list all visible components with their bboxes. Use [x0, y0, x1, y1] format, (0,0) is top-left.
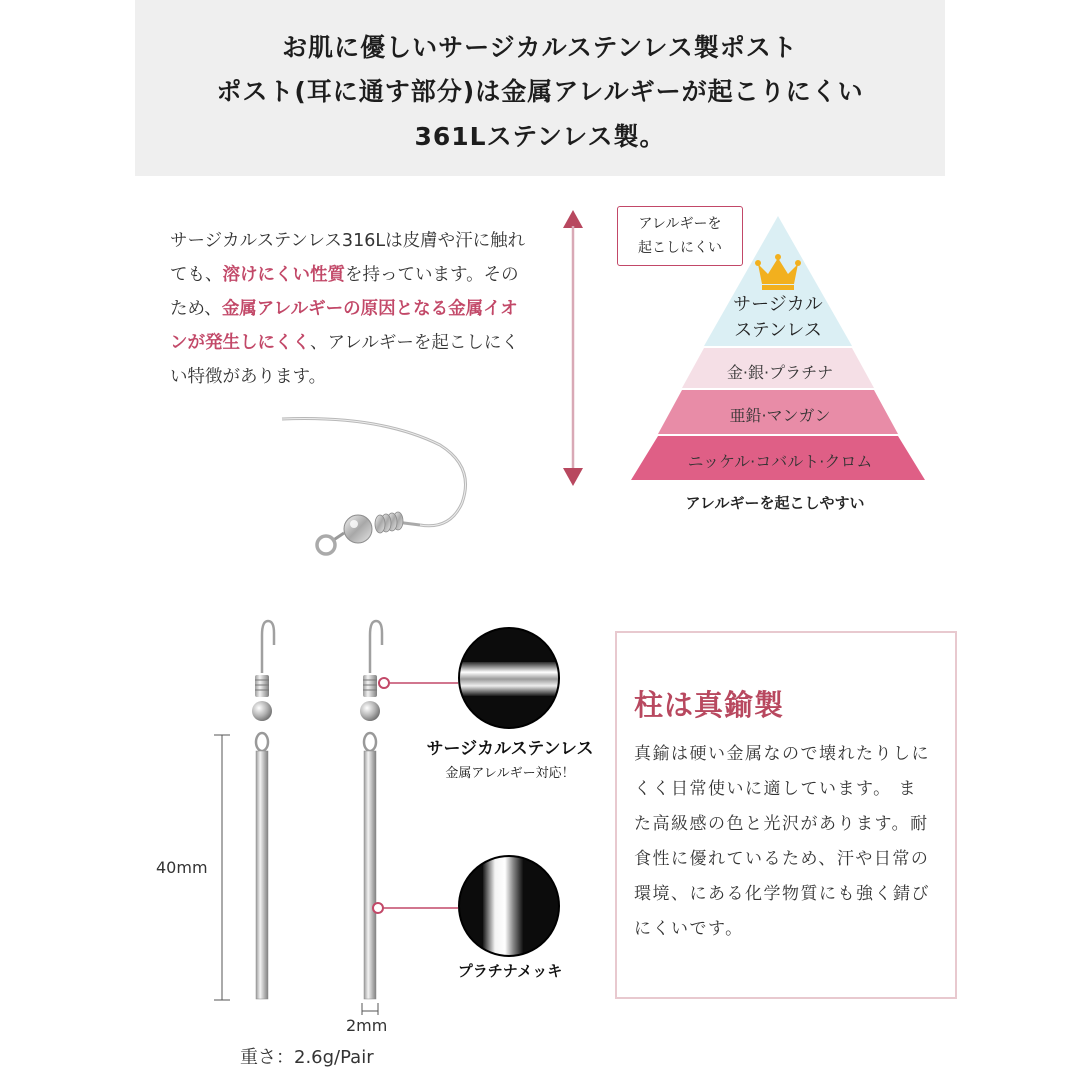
tier-3-label: 亜鉛·マンガン: [729, 406, 831, 425]
intro-paragraph: [170, 224, 530, 394]
tier-4-label: ニッケル·コバルト·クロム: [687, 452, 873, 471]
header-line-1: お肌に優しいサージカルステンレス製ポスト: [282, 33, 798, 62]
allergy-scale-arrow: [555, 206, 591, 490]
tier-top-line-2: ステンレス: [734, 320, 822, 341]
feature-surgical-steel-subtitle: 金属アレルギー対応！: [445, 766, 575, 781]
width-dimension: 2mm: [346, 1016, 388, 1035]
tier-2-label: 金·銀·プラチナ: [726, 363, 834, 382]
intro-text-3: 、アレルギーを起こしにくい特徴があります。: [170, 333, 519, 387]
tier-top-line-1: サージカル: [733, 294, 823, 315]
detail-circle-bar: [457, 854, 561, 958]
pointer-dot-hook: [379, 678, 389, 688]
intro-text-2: を持っています。そのため、: [170, 265, 519, 319]
intro-highlight-2: 金属アレルギーの原因となる金属イオンが発生しにくく: [170, 299, 518, 353]
pointer-dot-bar: [373, 903, 383, 913]
callout-line-2: 起こしにくい: [638, 240, 722, 256]
length-dimension: 40mm: [156, 858, 208, 877]
pointer-connectors: [420, 660, 460, 920]
header-line-3: 361Lステンレス製。: [414, 122, 666, 151]
intro-text-1: サージカルステンレス316Lは皮膚や汗に触れても、: [170, 231, 526, 285]
ear-hook-illustration: [270, 405, 480, 585]
feature-surgical-steel-title: サージカルステンレス: [426, 739, 594, 759]
arrow-head-down: [563, 468, 583, 486]
callout-less-allergy: [617, 206, 743, 266]
header-line-2: ポスト(耳に通す部分)は金属アレルギーが起こりにくい: [216, 77, 864, 106]
brass-description: 真鍮は硬い金属なので壊れたりしにくく日常使いに適しています。 また高級感の色と光沢があります。耐食性に優れているため、汗や日常の環境、にある化学物質にも強く錆びにくいです。: [634, 744, 930, 939]
pyramid-bottom-label: アレルギーを起こしやすい: [685, 494, 865, 512]
callout-line-1: アレルギーを: [638, 216, 722, 232]
earring-pair-illustration: [200, 615, 420, 1015]
intro-highlight-1: 溶けにくい性質: [222, 265, 345, 285]
arrow-head-up: [563, 210, 583, 228]
earring-front-view: [252, 621, 274, 999]
feature-platinum-plating: プラチナメッキ: [457, 962, 563, 980]
weight-label: 重さ：2.6g/Pair: [240, 1047, 374, 1068]
brass-title: 柱は真鍮製: [634, 688, 785, 722]
header-banner: [135, 0, 945, 176]
detail-circle-post: [457, 626, 561, 730]
brass-info-box: [615, 631, 957, 999]
tier-top-label: [703, 292, 853, 344]
crown-icon: [754, 252, 802, 292]
earring-side-view: [360, 621, 382, 999]
